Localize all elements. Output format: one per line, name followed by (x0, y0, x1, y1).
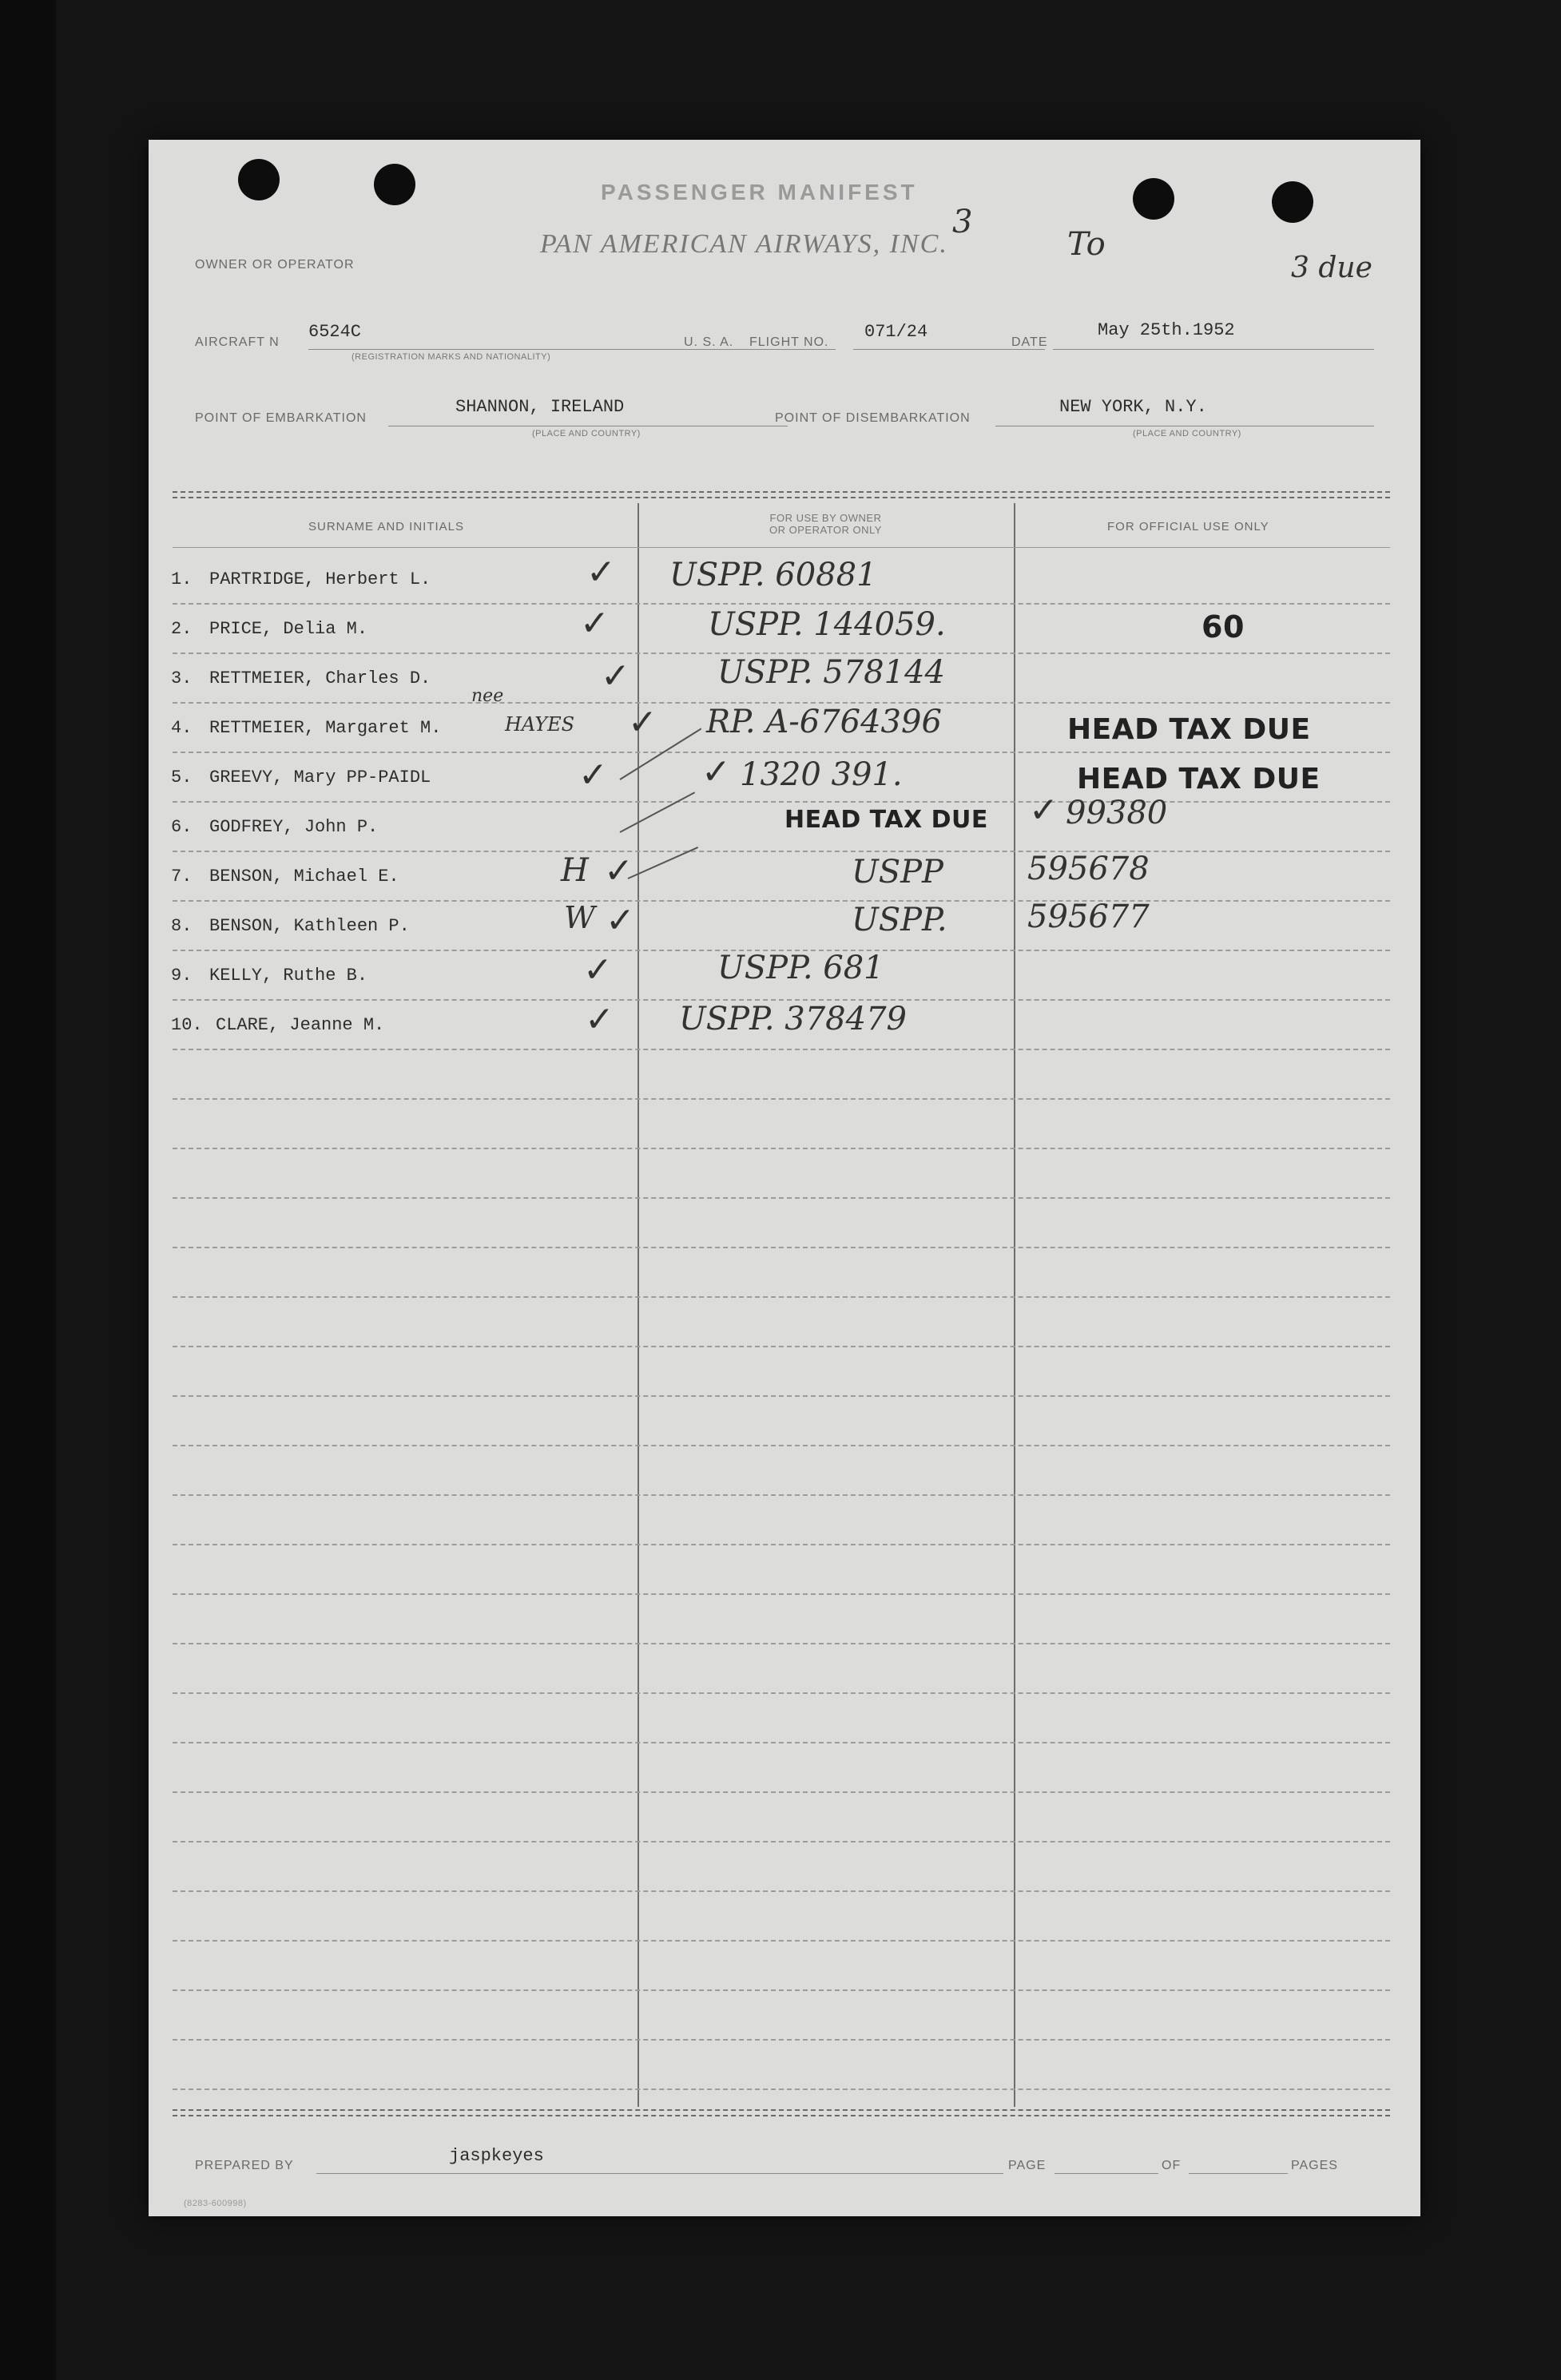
disembark-value: NEW YORK, N.Y. (1059, 397, 1207, 417)
flight-date: May 25th.1952 (1098, 320, 1235, 340)
table-row (149, 950, 1420, 999)
row-rule (173, 1049, 1390, 1050)
row-number: 9. (171, 966, 193, 986)
header-underline (173, 547, 1390, 548)
passenger-name: RETTMEIER, Margaret M. (209, 718, 442, 738)
date-label: DATE (1011, 335, 1048, 349)
owner-entry: USPP. 60881 (669, 557, 877, 593)
row-number: 1. (171, 569, 193, 589)
row-number: 3. (171, 668, 193, 688)
row-rule (173, 1148, 1390, 1149)
passenger-name: GREEVY, Mary PP-PAIDL (209, 768, 431, 787)
row-rule (173, 1989, 1390, 1991)
row-number: 5. (171, 768, 193, 787)
form-code: (8283-600998) (184, 2199, 247, 2208)
owner-entry: USPP (852, 854, 943, 891)
row-rule (173, 1346, 1390, 1347)
usa-label: U. S. A. (684, 335, 734, 349)
owner-entry: HEAD TAX DUE (784, 806, 988, 834)
table-row (149, 851, 1420, 900)
check-mark-icon: ✓ (606, 900, 635, 941)
row-rule (173, 1643, 1390, 1644)
row-number: 2. (171, 619, 193, 639)
row-rule (173, 1692, 1390, 1694)
scan-border (0, 0, 56, 2380)
field-underline (1189, 2173, 1288, 2174)
passenger-name: PARTRIDGE, Herbert L. (209, 569, 431, 589)
punch-hole (374, 164, 415, 205)
initial-mark: H (561, 852, 589, 889)
col-header-surname: SURNAME AND INITIALS (308, 520, 465, 534)
passenger-name: BENSON, Michael E. (209, 867, 399, 887)
prepared-by-label: PREPARED BY (195, 2159, 294, 2172)
passenger-name: GODFREY, John P. (209, 817, 379, 837)
disembark-sublabel: (PLACE AND COUNTRY) (1133, 429, 1241, 438)
prepared-by-value: jaspkeyes (449, 2146, 544, 2166)
check-mark-icon: ✓ (701, 752, 731, 792)
row-rule (173, 1742, 1390, 1743)
table-row (149, 999, 1420, 1049)
check-mark-icon: ✓ (586, 552, 616, 593)
flight-label: FLIGHT NO. (749, 335, 829, 349)
passenger-name: BENSON, Kathleen P. (209, 916, 410, 936)
aircraft-label: AIRCRAFT N (195, 335, 280, 349)
col-header-owner-line: FOR USE BY OWNER (769, 512, 882, 524)
row-rule (173, 1593, 1390, 1595)
table-bottom-rule (173, 2115, 1390, 2116)
col-header-owner-line: OR OPERATOR ONLY (769, 524, 882, 536)
row-rule (173, 1890, 1390, 1892)
handwritten-due-note: 3 due (1291, 252, 1372, 284)
row-rule (173, 2039, 1390, 2041)
table-top-rule (173, 491, 1390, 493)
maiden-name-prefix: nee (471, 686, 504, 706)
table-row (149, 686, 1420, 752)
punch-hole (1272, 181, 1313, 223)
row-rule (173, 2088, 1390, 2090)
embark-sublabel: (PLACE AND COUNTRY) (532, 429, 641, 438)
table-top-rule (173, 497, 1390, 498)
official-entry: 595678 (1027, 851, 1150, 887)
table-row (149, 900, 1420, 950)
check-mark-icon: ✓ (604, 851, 634, 891)
row-number: 7. (171, 867, 193, 887)
row-rule (173, 1098, 1390, 1100)
table-row (149, 603, 1420, 653)
punch-hole (1133, 178, 1174, 220)
check-mark-icon: ✓ (583, 950, 613, 990)
check-mark-icon: ✓ (578, 755, 608, 795)
check-mark-icon: ✓ (601, 656, 630, 696)
row-number: 4. (171, 718, 193, 738)
table-row (149, 752, 1420, 801)
official-entry: HEAD TAX DUE (1077, 763, 1321, 795)
aircraft-number: 6524C (308, 322, 362, 342)
field-underline (316, 2173, 1003, 2174)
row-rule (173, 1395, 1390, 1397)
passenger-name: KELLY, Ruthe B. (209, 966, 368, 986)
passenger-name: RETTMEIER, Charles D. (209, 668, 431, 688)
check-mark-icon: ✓ (580, 603, 610, 644)
check-mark-icon: ✓ (585, 999, 614, 1040)
row-rule (173, 1841, 1390, 1843)
row-number: 8. (171, 916, 193, 936)
official-entry: HEAD TAX DUE (1067, 713, 1311, 746)
of-label: OF (1162, 2159, 1182, 2172)
disembark-label: POINT OF DISEMBARKATION (775, 411, 971, 425)
check-mark-icon: ✓ (1029, 790, 1059, 831)
embark-label: POINT OF EMBARKATION (195, 411, 367, 425)
initial-mark: W (564, 900, 596, 935)
owner-entry: USPP. 578144 (717, 654, 945, 691)
field-underline (1055, 2173, 1158, 2174)
official-entry: 99380 (1066, 795, 1168, 831)
row-number: 6. (171, 817, 193, 837)
owner-entry: USPP. 378479 (679, 1001, 907, 1037)
embark-value: SHANNON, IRELAND (455, 397, 625, 417)
page-label: PAGE (1008, 2159, 1047, 2172)
manifest-sheet (149, 140, 1420, 2216)
row-rule (173, 1940, 1390, 1942)
punch-hole (238, 159, 280, 200)
row-rule (173, 1544, 1390, 1545)
table-row (149, 790, 1420, 851)
passenger-name: CLARE, Jeanne M. (216, 1015, 385, 1035)
col-header-owner (638, 512, 1014, 536)
owner-label: OWNER OR OPERATOR (195, 258, 355, 272)
flight-number: 071/24 (864, 322, 928, 342)
handwritten-3: 3 (952, 204, 973, 240)
row-rule (173, 1197, 1390, 1199)
row-rule (173, 1247, 1390, 1248)
passenger-name: PRICE, Delia M. (209, 619, 368, 639)
owner-entry: USPP. 681 (717, 950, 884, 986)
airline-name: PAN AMERICAN AIRWAYS, INC. (540, 229, 948, 259)
document-title: PASSENGER MANIFEST (601, 180, 918, 204)
row-rule (173, 1296, 1390, 1298)
table-row (149, 653, 1420, 702)
pages-label: PAGES (1291, 2159, 1338, 2172)
table-bottom-rule (173, 2109, 1390, 2111)
owner-entry: USPP. (852, 902, 947, 938)
row-rule (173, 1791, 1390, 1793)
aircraft-sublabel: (REGISTRATION MARKS AND NATIONALITY) (352, 352, 551, 362)
owner-entry: RP. A-6764396 (706, 704, 942, 740)
check-mark-icon: ✓ (628, 702, 657, 743)
row-number: 10. (171, 1015, 203, 1035)
official-entry: 60 (1202, 609, 1245, 645)
handwritten-to: To (1067, 226, 1106, 263)
col-header-official: FOR OFFICIAL USE ONLY (1107, 520, 1269, 534)
owner-entry: USPP. 144059. (708, 606, 946, 643)
maiden-name-annotation: HAYES (505, 713, 575, 736)
row-rule (173, 1445, 1390, 1446)
row-rule (173, 1494, 1390, 1496)
owner-entry: 1320 391. (740, 756, 903, 793)
field-underline (1053, 349, 1374, 350)
official-entry: 595677 (1027, 898, 1150, 935)
table-row (149, 553, 1420, 603)
